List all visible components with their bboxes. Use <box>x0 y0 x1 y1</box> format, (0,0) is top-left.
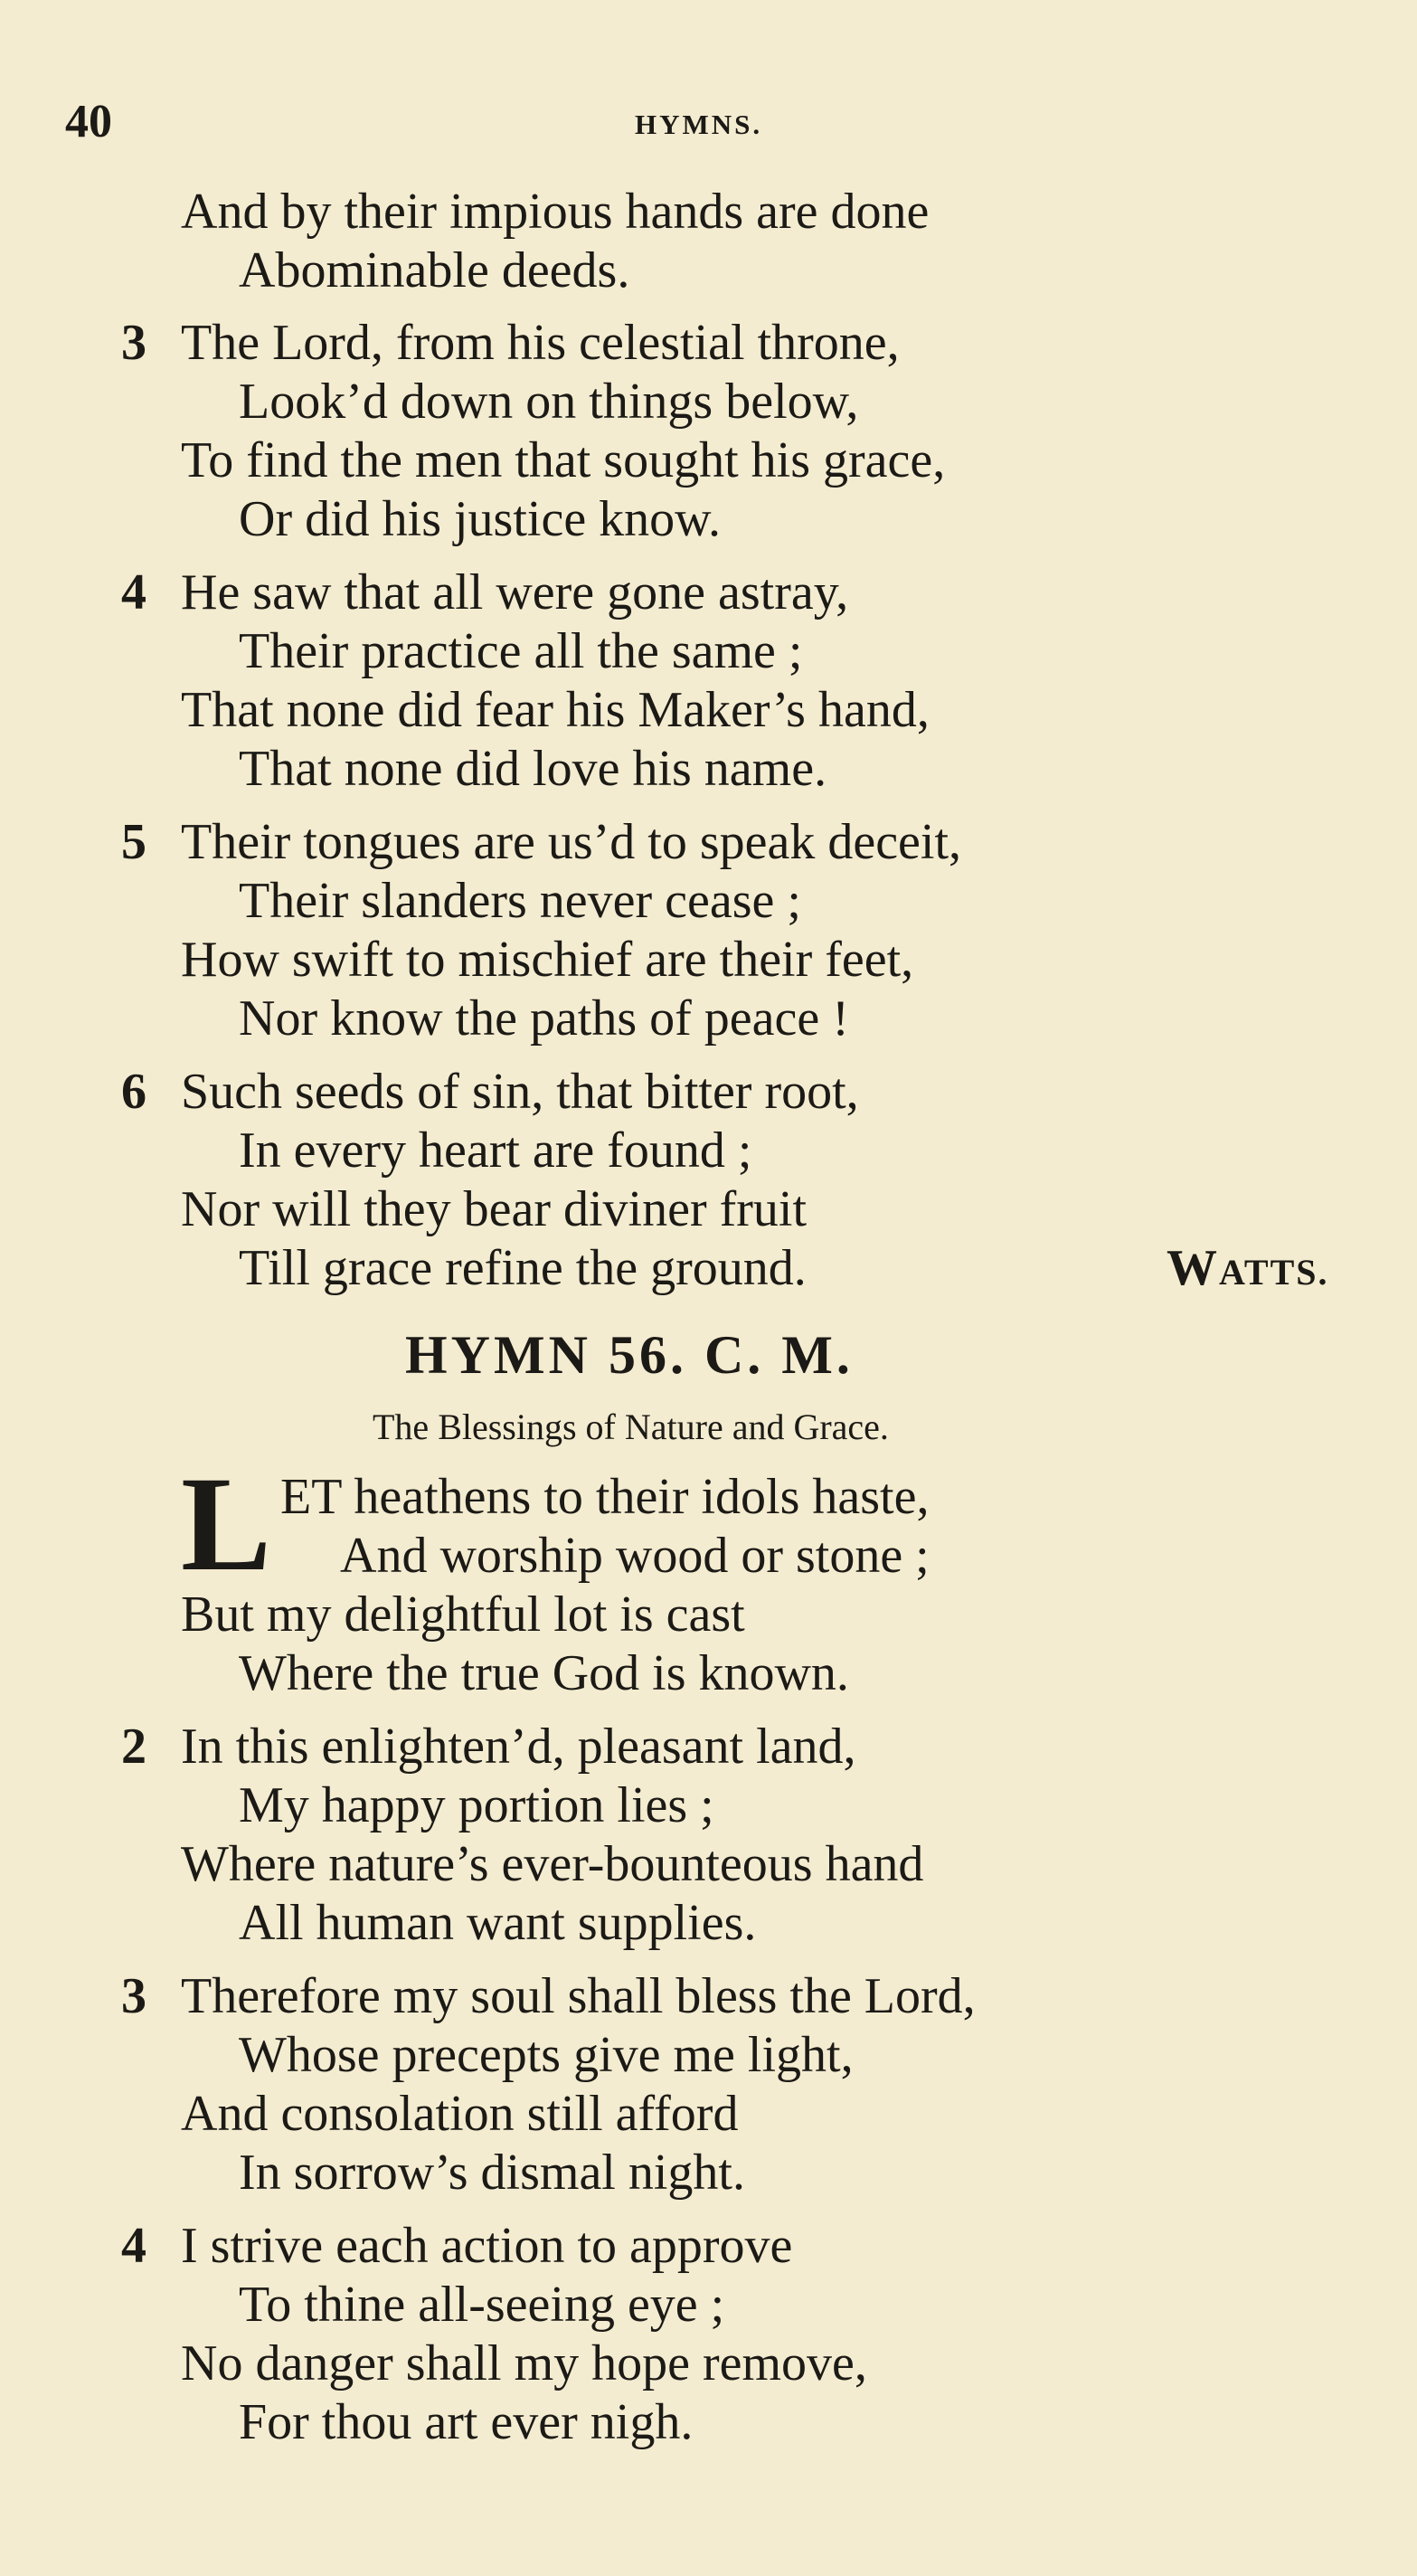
verse-line: Nor know the paths of peace ! <box>239 990 849 1046</box>
verse-line: My happy portion lies ; <box>239 1777 714 1833</box>
hymn-title: HYMN 56. C. M. <box>405 1325 854 1385</box>
page-header <box>65 90 1349 154</box>
verse-number: 3 <box>121 315 146 371</box>
verse-line: Look’d down on things below, <box>239 374 859 430</box>
verse-line: And by their impious hands are done <box>181 184 930 240</box>
verse-number: 5 <box>121 814 146 870</box>
verse-line: I strive each action to approve <box>181 2218 793 2274</box>
verse-line: Where the true God is known. <box>239 1645 849 1701</box>
verse-line: But my delightful lot is cast <box>181 1586 745 1643</box>
verse-line: Such seeds of sin, that bitter root, <box>181 1064 859 1120</box>
verse-line: And worship wood or stone ; <box>340 1528 930 1584</box>
verse-line: That none did fear his Maker’s hand, <box>181 682 930 738</box>
attribution-rest: ATTS. <box>1219 1252 1329 1293</box>
verse-number: 2 <box>121 1719 146 1775</box>
verse-line: In every heart are found ; <box>239 1122 752 1179</box>
verse-line: How swift to mischief are their feet, <box>181 932 914 988</box>
verse-line: Or did his justice know. <box>239 491 721 547</box>
verse-line: That none did love his name. <box>239 741 827 797</box>
verse-line: All human want supplies. <box>239 1895 757 1951</box>
verse-line: ET heathens to their idols haste, <box>280 1469 930 1525</box>
attribution-initial: W <box>1167 1240 1219 1296</box>
author-attribution <box>1167 1238 1329 1302</box>
verse-line: Their practice all the same ; <box>239 623 803 679</box>
drop-cap: L <box>181 1449 272 1599</box>
verse-line: Their slanders never cease ; <box>239 873 801 929</box>
verse-line: And consolation still afford <box>181 2086 739 2142</box>
hymn-subtitle: The Blessings of Nature and Grace. <box>373 1406 889 1447</box>
verse-line: No danger shall my hope remove, <box>181 2335 867 2391</box>
verse-line: Their tongues are us’d to speak deceit, <box>181 814 962 870</box>
verse-line: Whose precepts give me light, <box>239 2027 854 2083</box>
verse-number: 4 <box>121 2218 146 2274</box>
verse-line: He saw that all were gone astray, <box>181 564 849 620</box>
verse-line: The Lord, from his celestial throne, <box>181 315 900 371</box>
verse-line: Till grace refine the ground. <box>239 1240 807 1296</box>
verse-number: 6 <box>121 1064 146 1120</box>
verse-line: Abominable deeds. <box>239 242 630 298</box>
page-number: 40 <box>65 96 112 147</box>
verse-line: Therefore my soul shall bless the Lord, <box>181 1968 976 2024</box>
verse-number: 3 <box>121 1968 146 2024</box>
verse-line: Where nature’s ever-bounteous hand <box>181 1836 924 1892</box>
verse-line: To thine all-seeing eye ; <box>239 2277 725 2333</box>
verse-line: In sorrow’s dismal night. <box>239 2145 745 2201</box>
verse-line: To find the men that sought his grace, <box>181 432 946 488</box>
running-head: HYMNS. <box>635 109 763 140</box>
verse-line: In this enlighten’d, pleasant land, <box>181 1719 856 1775</box>
verse-line: For thou art ever nigh. <box>239 2394 694 2450</box>
verse-number: 4 <box>121 564 146 620</box>
verse-line: Nor will they bear diviner fruit <box>181 1181 808 1237</box>
